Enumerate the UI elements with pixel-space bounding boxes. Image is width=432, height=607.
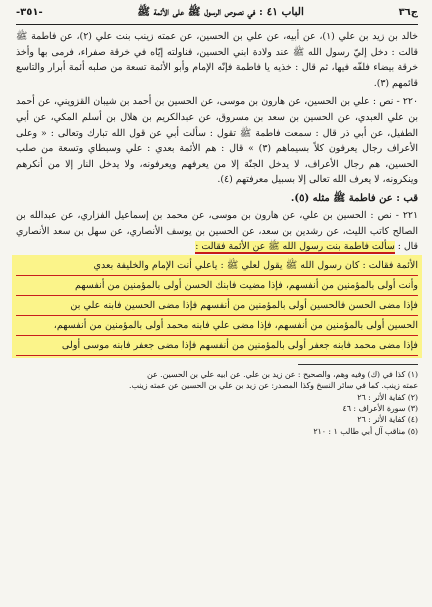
hadith-221-highlight-start: سألت فاطمة بنت رسول الله ﷺ عن الأئمة فقالت :	[195, 241, 395, 253]
highlighted-line: الأئمة فقالت : كان رسول الله ﷺ يقول لعلي ﷺ : ياعلي أنت الإمام والخليفة بعدي	[16, 256, 418, 276]
footnote: (٣) سورة الأعراف : ٤٦	[342, 403, 418, 413]
highlighted-passage	[12, 255, 422, 358]
paragraph-narration-zaynab: خالد بن زيد بن علي (١)، عن أبيه، عن علي بن الحسين، عن عمته زينب بنت علي (٢)، عن فاطمة ﷺ قالت : دخل إليّ رسول الله ﷺ عند ولادة ابني الحسين، فناولته إيّاه في خرقة صفراء، فرمى بها وأخذ خرقة بيضاء فلفّه فيها، ثم قال : خذيه يا فاطمة فإنّه الإمام وأبو الأئمة تسعة من صلبه أئمة أبرار والتاسع قائمهم (٣).	[16, 31, 418, 89]
footnote: عمته زينب. كما في سائر النسخ وكذا المصدر: عن زيد بن علي بن الحسين عن عمته زينب.	[129, 381, 418, 391]
volume-page-label: ج٣٦	[398, 7, 418, 18]
highlighted-line: الحسين أولى بالمؤمنين من أنفسهم، فإذا مضى علي فابنه محمد أولى بالمؤمنين من أنفسهم،	[16, 316, 418, 336]
hadith-221-chain: ٢٢١ - نص : الحسين بن علي، عن هارون بن موسى، عن محمد بن إسماعيل الفزاري، عن عبدالله بن الصالح كاتب الليث، عن رشدين بن سعد، عن الحسين بن يوسف الأنصاري، عن سهل بن سعد الأنصاري قال :	[16, 209, 418, 253]
footnote: (٤) كفاية الأثر : ٢٦	[357, 415, 418, 425]
footnote-divider	[298, 364, 418, 365]
footnote: (٥) مناقب آل أبي طالب ١ : ٢١٠	[313, 426, 418, 436]
footnote: (٢) كفاية الأثر : ٢٦	[357, 392, 418, 402]
highlighted-line: فإذا مضى محمد فابنه جعفر أولى بالمؤمنين من أنفسهم فإذا مضى جعفر فابنه موسى أولى	[16, 336, 418, 356]
page-header	[16, 6, 418, 25]
highlighted-line: وأنت أولى بالمؤمنين من أنفسهم، فإذا مضيت فابنك الحسن أولى بالمؤمنين من أنفسهم	[16, 276, 418, 296]
section-manaqib: قب : عن فاطمة ﷺ مثله (٥).	[290, 192, 418, 204]
paragraph-hadith-221	[16, 208, 418, 255]
highlighted-line: فإذا مضى الحسن فالحسين أولى بالمؤمنين من أنفسهم فإذا مضى الحسين فابنه علي بن	[16, 296, 418, 316]
paragraph-hadith-220: ٢٢٠ - نص : علي بن الحسين، عن هارون بن موسى، عن الحسين بن أحمد بن شيبان القزويني، عن أحمد بن علي العبدي، عن الحسين بن سعد بن مسروق، عن عبدالكريم بن هلال بن أسلم المكي، عن أبي الطفيل، عن أبي ذر قال : سمعت فاطمة ﷺ تقول : سألت أبي عن قول الله تبارك وتعالى : « وعلى الأعراف رجال يعرفون كلاً بسيماهم (٣) » قال : هم الأئمة بعدي : علي وسبطاي وتسعة من صلب الحسين، هم رجال الأعراف، لا يدخل الجنّة إلا من يعرفهم ويعرفونه، ولا يدخل النار إلا من أنكرهم وينكرونه، لا يعرف الله تعالى إلا بسبيل معرفتهم (٤).	[16, 96, 418, 186]
running-title: الباب ٤١ : في نصوص الرسول ﷺ على الأئمة ﷺ	[137, 6, 304, 18]
footnotes	[16, 369, 418, 437]
page-number: -٣٥١-	[16, 7, 43, 18]
footnote: (١) كذا في (ك) وفيه وهم، والصحيح : عن زيد بن علي. عن ابيه علي بن الحسين. عن	[147, 369, 418, 379]
